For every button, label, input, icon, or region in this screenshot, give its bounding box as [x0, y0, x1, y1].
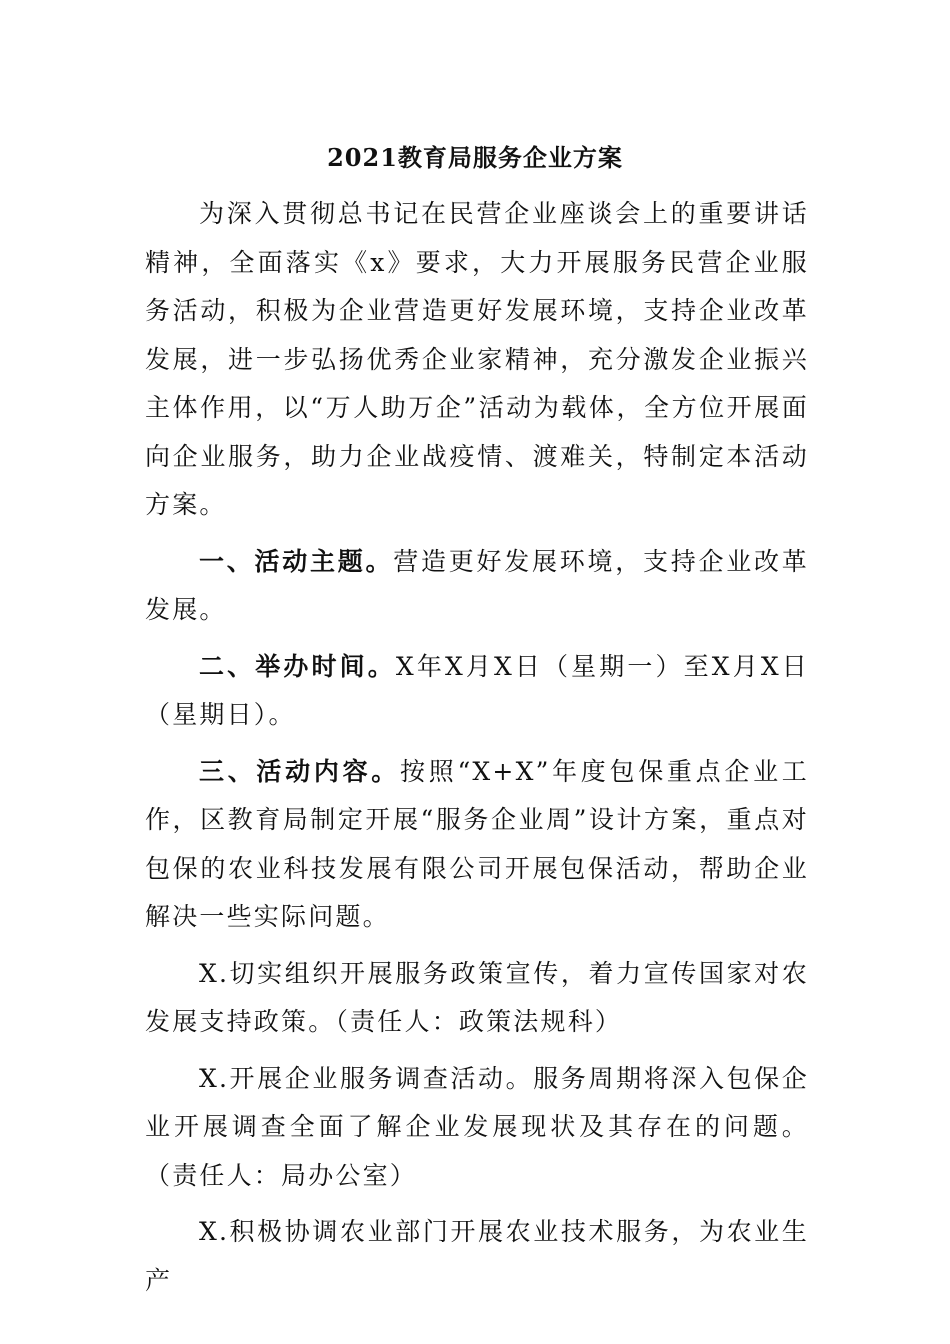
paragraph-text: 为深入贯彻总书记在民营企业座谈会上的重要讲话精神，全面落实《x》要求，大力开展服务民营企业服务活动，积极为企业营造更好发展环境，支持企业改革发展，进一步弘扬优秀企业家精神，充分激发企业振兴主体作用，以“万人助万企”活动为载体，全方位开展面向企业服务，助力企业战疫情、渡难关，特制定本活动方案。	[145, 199, 809, 519]
paragraph-item-survey	[145, 1055, 809, 1201]
paragraph-event-time	[145, 643, 809, 740]
section-heading: 二、举办时间。	[199, 651, 396, 681]
paragraph-text: 营造更好发展环境，支持企业改革发展。	[145, 546, 809, 624]
paragraph-text: X.切实组织开展服务政策宣传，着力宣传国家对农发展支持政策。（责任人：政策法规科）	[145, 958, 809, 1036]
paragraph-text: X年X月X日（星期一）至X月X日（星期日）。	[145, 651, 809, 729]
paragraph-text: X.开展企业服务调查活动。服务周期将深入包保企业开展调查全面了解企业发展现状及其存在的问题。（责任人：局办公室）	[145, 1063, 809, 1190]
paragraph-item-agriculture	[145, 1208, 809, 1305]
document-body	[145, 190, 809, 1313]
section-heading: 一、活动主题。	[199, 546, 394, 576]
paragraph-activity-content	[145, 748, 809, 942]
paragraph-text: 按照“X+X”年度包保重点企业工作，区教育局制定开展“服务企业周”设计方案，重点对包保的农业科技发展有限公司开展包保活动，帮助企业解决一些实际问题。	[145, 756, 809, 931]
document-title: 2021教育局服务企业方案	[327, 143, 623, 172]
section-heading: 三、活动内容。	[199, 756, 401, 786]
paragraph-activity-theme	[145, 538, 809, 635]
paragraph-intro	[145, 190, 809, 530]
paragraph-text: X.积极协调农业部门开展农业技术服务，为农业生产	[145, 1217, 809, 1295]
paragraph-item-policy	[145, 950, 809, 1047]
